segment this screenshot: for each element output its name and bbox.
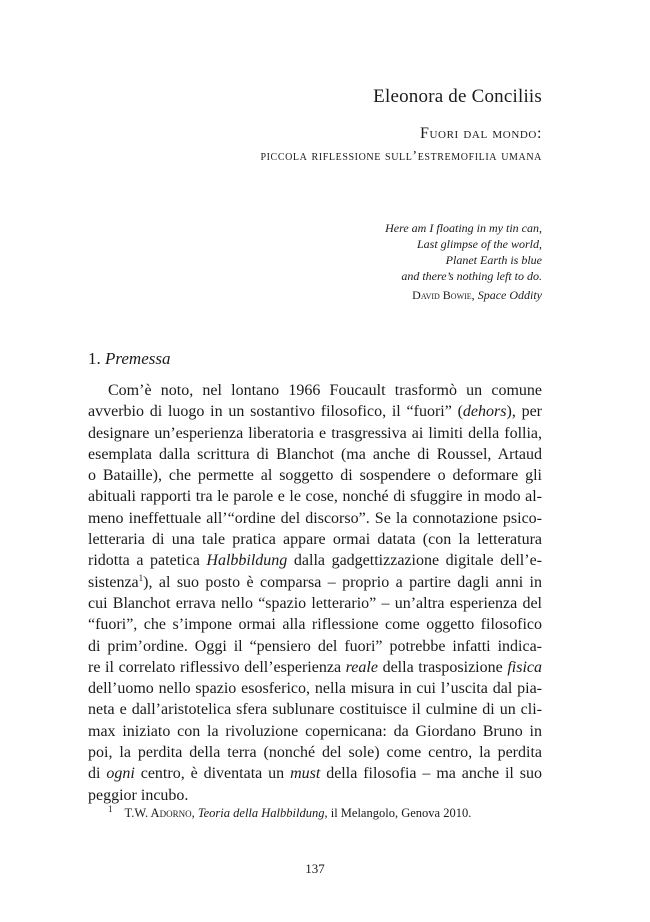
italic-term: reale [345,658,378,676]
text-line: di prim’ordine. Oggi il “pensiero del fuori” potrebbe infatti indica- [88,637,542,655]
section-number: 1. [88,349,101,368]
footnote-title: Teoria della Halbbildung [197,806,325,820]
italic-term: dehors [462,403,507,421]
chapter-title: Fuori dal mondo: [420,125,542,142]
epigraph [385,220,542,303]
text-line: sistenza$^1$), al suo posto è comparsa – proprio a partire dagli anni in [88,572,542,591]
epigraph-author: David Bowie, [412,288,475,302]
italic-term: Halbbildung [206,552,288,570]
page-number: 137 [305,861,325,876]
text-line: ridotta a patetica Halbbildung dalla gadgettizzazione digitale dell’e- [88,552,542,570]
footnote-author: T.W. Adorno, [124,806,195,820]
text-line: peggior incubo. [88,786,189,804]
text-line: esemplata dalla scrittura di Blanchot (ma anche di Roussel, Artaud [88,445,542,463]
text-line: re il correlato riflessivo dell’esperienza reale della trasposizione fisica [88,658,542,676]
section-title: Premessa [105,349,171,368]
text-line: neta e dall’aristotelica sfera sublunare costituisce il culmine di un cli- [88,701,542,719]
text-line: max iniziato con la rivoluzione copernicana: da Giordano Bruno in [88,722,542,740]
section-heading [88,349,170,369]
italic-term: ogni [106,765,135,783]
body-paragraph [88,380,542,806]
epigraph-line: Planet Earth is blue [445,253,542,267]
italic-term: fisica [507,658,542,676]
footnote-marker: 1 [108,804,113,814]
footnote-reference[interactable]: 1 [138,572,144,583]
text-line: meno ineffettuale all’“ordine del discorso”. Se la connotazione psico- [88,509,542,527]
italic-term: must [290,765,321,783]
epigraph-work: Space Oddity [477,288,542,302]
epigraph-line: Here am I floating in my tin can, [385,221,542,235]
epigraph-attribution [385,287,542,303]
epigraph-line: and there’s nothing left to do. [401,269,542,283]
text-line: dell’uomo nello spazio esosferico, nella misura in cui l’uscita dal pia- [88,680,542,698]
footnote-publication: , il Melangolo, Genova 2010. [324,806,472,820]
text-line: designare un’esperienza liberatoria e trasgressiva ai limiti della follia, [88,424,542,442]
text-line: Com’è noto, nel lontano 1966 Foucault trasformò un comune [108,382,542,399]
text-line: letteraria di una tale pratica appare ormai datata (con la letteratura [88,531,542,549]
chapter-subtitle: piccola riflessione sull’estremofilia umana [260,149,542,164]
footnote [108,804,471,821]
text-line: avverbio di luogo in un sostantivo filosofico, il “fuori” (dehors), per [88,403,542,421]
text-line: o Bataille), che permette al soggetto di sospendere o deformare gli [88,467,542,485]
text-line: poi, la perdita della terra (nonché del sole) come centro, la perdita [88,744,542,762]
text-line: cui Blanchot errava nello “spazio letterario” – un’altra esperienza del [88,594,542,612]
text-line: di ogni centro, è diventata un must della filosofia – ma anche il suo [88,765,542,783]
text-line: “fuori”, che s’impone ormai alla riflessione come oggetto filosofico [88,616,542,634]
epigraph-line: Last glimpse of the world, [416,237,542,251]
author-name: Eleonora de Conciliis [373,86,542,107]
text-line: abituali rapporti tra le parole e le cose, nonché di sfuggire in modo al- [88,488,542,506]
